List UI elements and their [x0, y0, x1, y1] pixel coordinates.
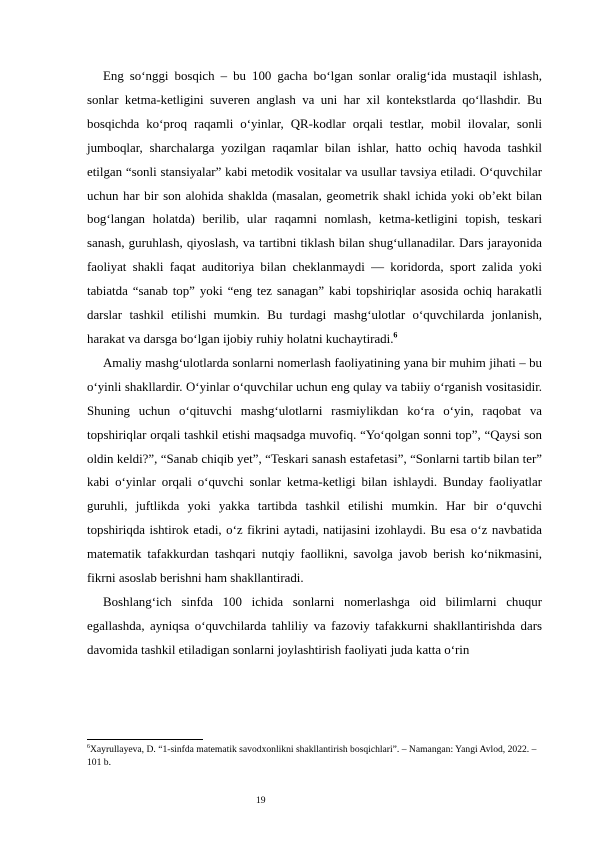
- paragraph-2: [87, 352, 542, 591]
- footnote-text: Xayrullayeva, D. “1-sinfda matematik savodxonlikni shakllantirish bosqichlari”. – Namangan: Yangi Avlod, 2022. – 101 b.: [87, 744, 537, 768]
- paragraph-3: [87, 591, 542, 663]
- footnote-reference[interactable]: 6: [393, 330, 398, 340]
- page-number: 19: [256, 795, 266, 806]
- main-text: [87, 65, 542, 663]
- footnote-separator: [87, 739, 203, 740]
- footnote: [87, 743, 542, 769]
- footnote-marker: 6: [87, 743, 90, 750]
- paragraph-1-text: Eng so‘nggi bosqich – bu 100 gacha bo‘lgan sonlar oralig‘ida mustaqil ishlash, sonlar ketma-ketligini suveren anglash va uni har xil kontekstlarda qo‘llashdir. Bu bosqichda ko‘proq raqamli o‘yinlar, QR-kodlar orqali testlar, mobil ilovalar, sonli jumboqlar, sharchalarga yozilgan raqamlar bilan ishlar, hatto ochiq havoda tashkil etilgan “sonli stansiyalar” kabi metodik vositalar va usullar tavsiya etiladi. O‘quvchilar uchun har bir son alohida shaklda (masalan, geometrik shakl ichida yoki ob’ekt bilan bog‘langan holatda) berilib, ular raqamni nomlash, ketma-ketligini topish, teskari sanash, guruhlash, qiyoslash, va tartibni tiklash bilan shug‘ullanadilar. Dars jarayonida faoliyat shakli faqat auditoriya bilan cheklanmaydi — koridorda, sport zalida yoki tabiatda “sanab top” yoki “eng tez sanagan” kabi topshiriqlar asosida ochiq harakatli darslar tashkil etilishi mumkin. Bu turdagi mashg‘ulotlar o‘quvchilarda jonlanish, harakat va darsga bo‘lgan ijobiy ruhiy holatni kuchaytiradi.: [87, 69, 542, 346]
- paragraph-1: [87, 65, 542, 352]
- paragraph-2-text: Amaliy mashg‘ulotlarda sonlarni nomerlash faoliyatining yana bir muhim jihati – bu o‘yinli shakllardir. O‘yinlar o‘quvchilar uchun eng qulay va tabiiy o‘rganish vositasidir. Shuning uchun o‘qituvchi mashg‘ulotlarni rasmiylikdan ko‘ra o‘yin, raqobat va topshiriqlar orqali tashkil etishi maqsadga muvofiq. “Yo‘qolgan sonni top”, “Qaysi son oldin keldi?”, “Sanab chiqib yet”, “Teskari sanash estafetasi”, “Sonlarni tartib bilan ter” kabi o‘yinlar orqali o‘quvchi sonlar ketma-ketligi bilan ishlaydi. Bunday faoliyatlar guruhli, juftlikda yoki yakka tartibda tashkil etilishi mumkin. Har bir o‘quvchi topshiriqda ishtirok etadi, o‘z fikrini aytadi, natijasini izohlaydi. Bu esa o‘z navbatida matematik tafakkurdan tashqari nutqiy faollikni, savolga javob berish ko‘nikmasini, fikrni asoslab berishni ham shakllantiradi.: [87, 355, 542, 586]
- paragraph-3-text: Boshlang‘ich sinfda 100 ichida sonlarni nomerlashga oid bilimlarni chuqur egallashda, ayniqsa o‘quvchilarda tahliliy va fazoviy tafakkurni shakllantirishda dars davomida tashkil etiladigan sonlarni joylashtirish faoliyati juda katta o‘rin: [87, 594, 542, 657]
